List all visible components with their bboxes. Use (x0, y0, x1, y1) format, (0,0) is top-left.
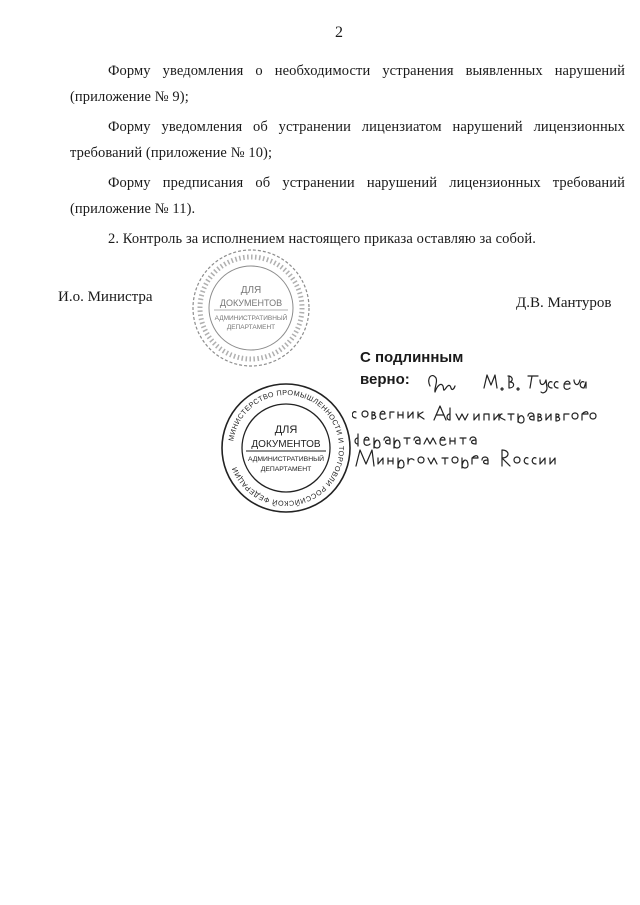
paragraph-control: 2. Контроль за исполнением настоящего приказа оставляю за собой. (108, 231, 536, 247)
certification-line1: С подлинным (360, 349, 464, 366)
page-number: 2 (335, 24, 343, 41)
signer-name: Д.В. Мантуров (516, 295, 612, 311)
stamp-lower-line3: АДМИНИСТРАТИВНЫЙ (248, 456, 324, 463)
stamp-lower-line1: ДЛЯ (274, 424, 298, 436)
stamp-upper-line4: ДЕПАРТАМЕНТ (226, 324, 276, 331)
document-body (70, 58, 625, 256)
stamp-lower-icon (218, 380, 354, 516)
certification-line2: верно: (360, 371, 410, 388)
handwritten-certification (352, 362, 620, 477)
stamp-upper-icon (190, 247, 312, 369)
paragraph-form-9: Форму уведомления о необходимости устранения выявленных нарушений (приложение № 9); (70, 63, 625, 105)
stamp-upper (190, 247, 312, 369)
stamp-lower-line4: ДЕПАРТАМЕНТ (260, 466, 312, 473)
paragraph-form-11: Форму предписания об устранении нарушений лицензионных требований (приложение № 11). (70, 175, 625, 217)
stamp-upper-line1: ДЛЯ (240, 285, 262, 296)
paragraph-form-10: Форму уведомления об устранении лицензиатом нарушений лицензионных требований (приложение № 10); (70, 119, 625, 161)
stamp-upper-line3: АДМИНИСТРАТИВНЫЙ (214, 315, 288, 322)
signer-position: И.о. Министра (58, 289, 153, 305)
stamp-lower-line2: ДОКУМЕНТОВ (251, 439, 321, 450)
handwritten-signature-icon (352, 362, 620, 472)
stamp-lower (218, 380, 354, 516)
stamp-upper-line2: ДОКУМЕНТОВ (219, 298, 283, 308)
stamp-lower-ring-text: МИНИСТЕРСТВО ПРОМЫШЛЕННОСТИ И ТОРГОВЛИ РОССИЙСКОЙ ФЕДЕРАЦИИ (226, 387, 347, 509)
